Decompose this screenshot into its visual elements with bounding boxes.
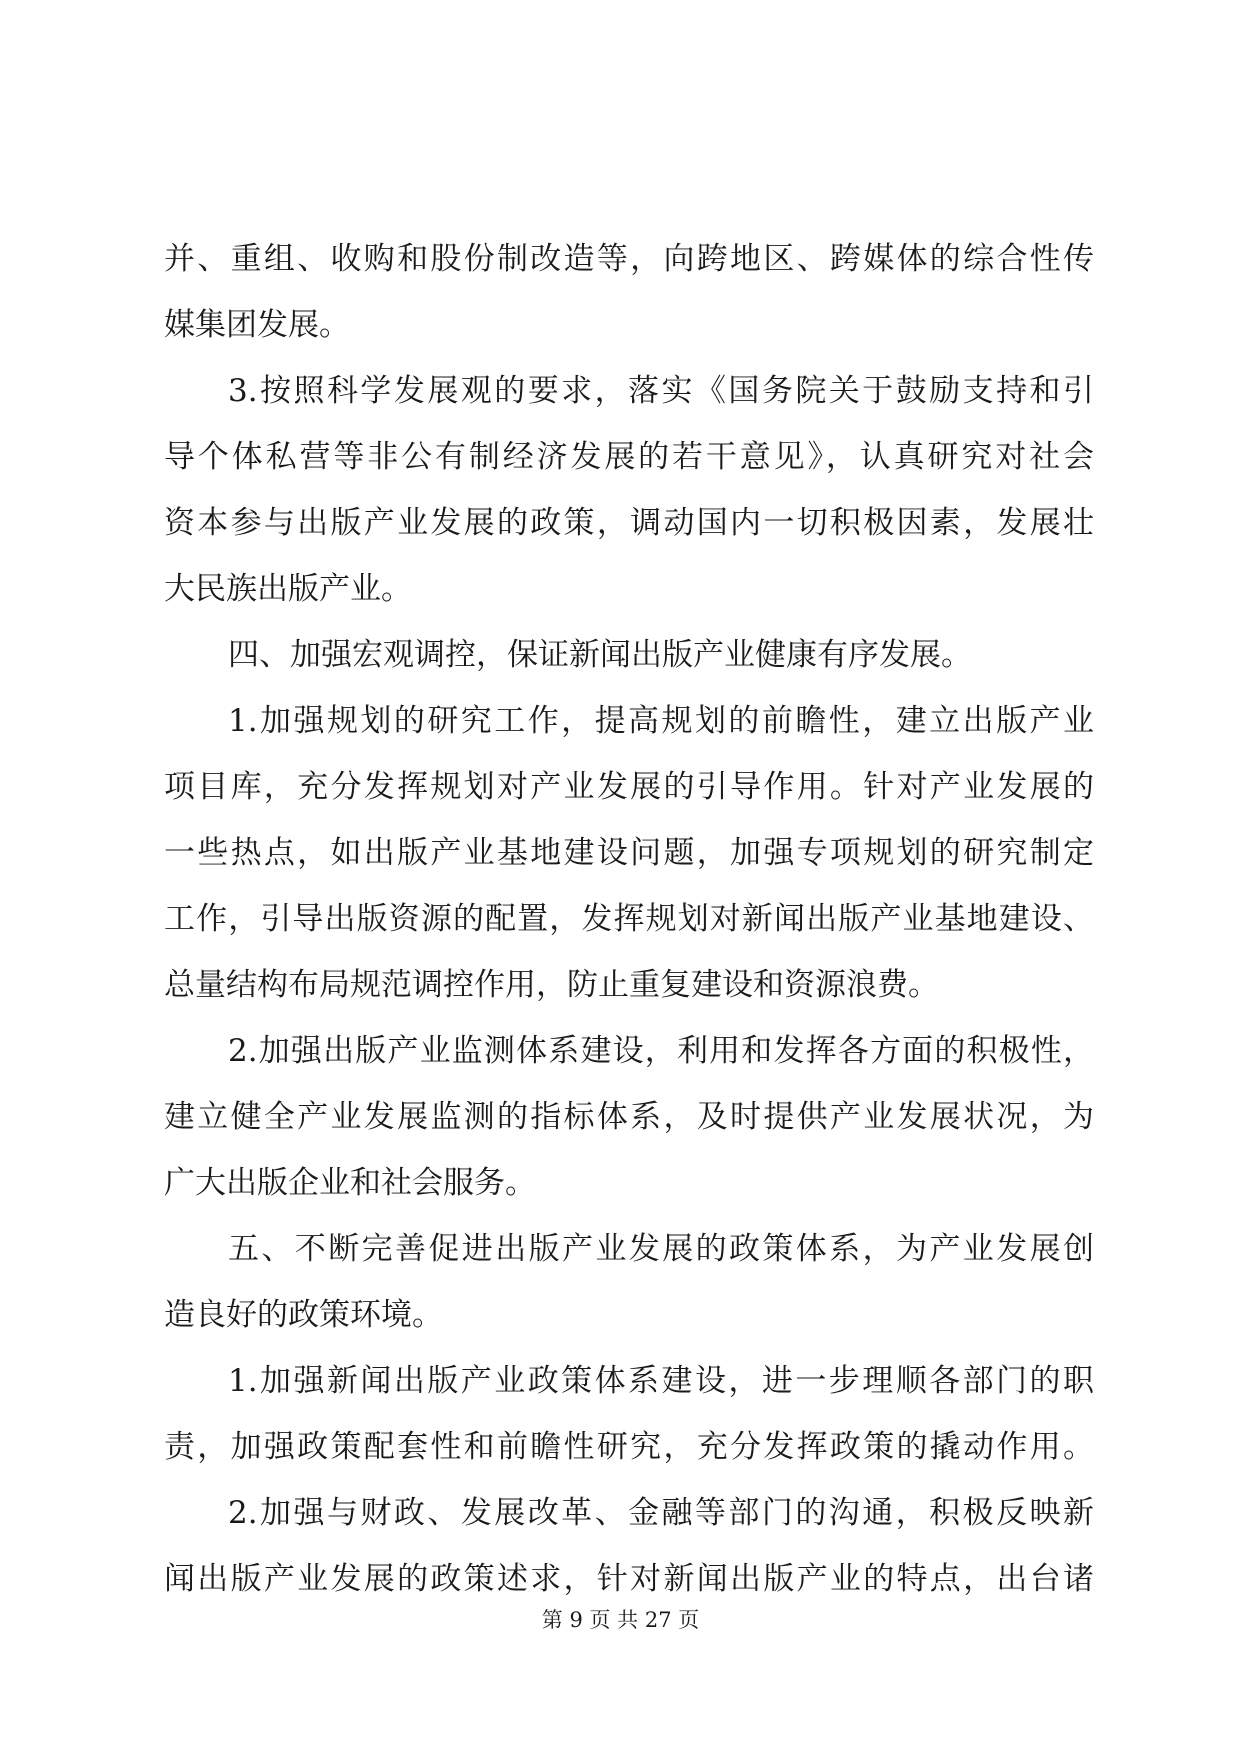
text-line: 闻出版产业发展的政策述求，针对新闻出版产业的特点，出台诸 bbox=[164, 1561, 1094, 1597]
text-line: 2.加强与财政、发展改革、金融等部门的沟通，积极反映新 bbox=[228, 1495, 1094, 1531]
text-line: 1.加强新闻出版产业政策体系建设，进一步理顺各部门的职 bbox=[228, 1363, 1094, 1399]
text-line: 媒集团发展。 bbox=[164, 307, 350, 343]
body-text bbox=[164, 226, 1094, 1612]
text-line: 资本参与出版产业发展的政策，调动国内一切积极因素，发展壮 bbox=[164, 505, 1094, 541]
text-line: 五、不断完善促进出版产业发展的政策体系，为产业发展创 bbox=[228, 1231, 1094, 1267]
text-line: 项目库，充分发挥规划对产业发展的引导作用。针对产业发展的 bbox=[164, 769, 1094, 805]
text-line: 广大出版企业和社会服务。 bbox=[164, 1165, 536, 1201]
text-line: 造良好的政策环境。 bbox=[164, 1297, 443, 1333]
text-line: 1.加强规划的研究工作，提高规划的前瞻性，建立出版产业 bbox=[228, 703, 1094, 739]
text-line: 工作，引导出版资源的配置，发挥规划对新闻出版产业基地建设、 bbox=[164, 901, 1094, 937]
text-line: 一些热点，如出版产业基地建设问题，加强专项规划的研究制定 bbox=[164, 835, 1094, 871]
text-line: 四、加强宏观调控，保证新闻出版产业健康有序发展。 bbox=[228, 637, 972, 673]
text-line: 责，加强政策配套性和前瞻性研究，充分发挥政策的撬动作用。 bbox=[164, 1429, 1094, 1465]
text-line: 并、重组、收购和股份制改造等，向跨地区、跨媒体的综合性传 bbox=[164, 241, 1094, 277]
page-footer: 第 9 页 共 27 页 bbox=[541, 1608, 700, 1632]
text-line: 建立健全产业发展监测的指标体系，及时提供产业发展状况，为 bbox=[164, 1099, 1094, 1135]
text-line: 大民族出版产业。 bbox=[164, 571, 412, 607]
text-line: 导个体私营等非公有制经济发展的若干意见》，认真研究对社会 bbox=[164, 439, 1094, 475]
text-line: 2.加强出版产业监测体系建设，利用和发挥各方面的积极性， bbox=[228, 1033, 1094, 1069]
text-line: 总量结构布局规范调控作用，防止重复建设和资源浪费。 bbox=[164, 967, 939, 1003]
text-line: 3.按照科学发展观的要求，落实《国务院关于鼓励支持和引 bbox=[228, 373, 1094, 409]
